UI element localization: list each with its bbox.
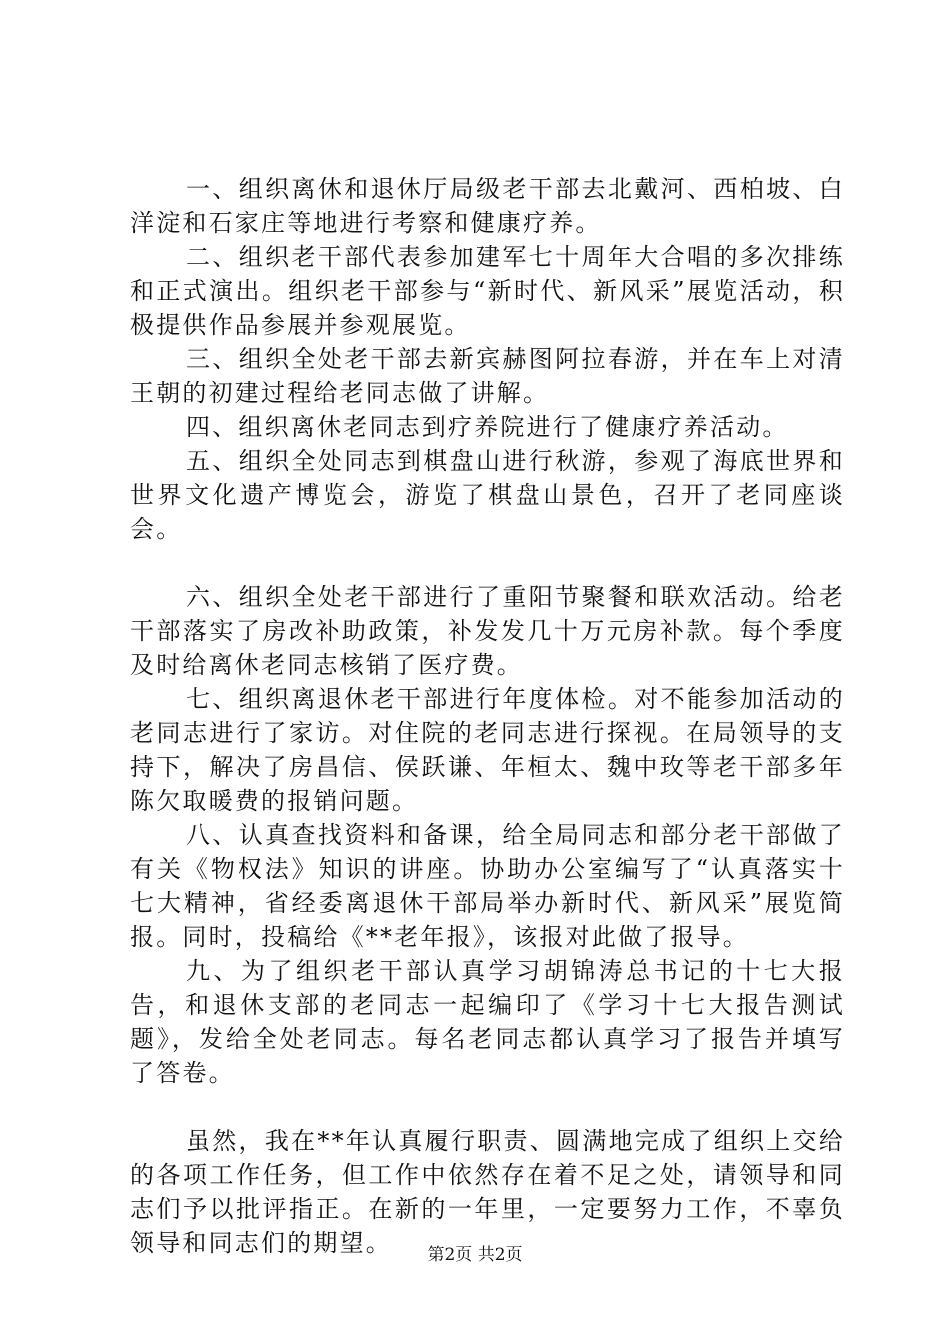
paragraph-gap (130, 1090, 845, 1124)
paragraph-8: 八、认真查找资料和备课，给全局同志和部分老干部做了有关《物权法》知识的讲座。协助办公室编写了“认真落实十七大精神，省经委离退休干部局举办新时代、新风采”展览简报。同时，投稿给《**老年报》，该报对此做了报导。 (130, 821, 845, 951)
paragraph-2: 二、组织老干部代表参加建军七十周年大合唱的多次排练和正式演出。组织老干部参与“新时代、新风采”展览活动，积极提供作品参展并参观展览。 (130, 243, 845, 339)
paragraph-7: 七、组织离退休老干部进行年度体检。对不能参加活动的老同志进行了家访。对住院的老同志进行探视。在局领导的支持下，解决了房昌信、侯跃谦、年桓太、魏中玫等老干部多年陈欠取暖费的报销问题。 (130, 685, 845, 815)
paragraph-3: 三、组织全处老干部去新宾赫图阿拉春游，并在车上对清王朝的初建过程给老同志做了讲解。 (130, 345, 845, 407)
document-body (130, 172, 845, 1260)
paragraph-1: 一、组织离休和退休厅局级老干部去北戴河、西柏坡、白洋淀和石家庄等地进行考察和健康疗养。 (130, 175, 845, 237)
paragraph-6: 六、组织全处老干部进行了重阳节聚餐和联欢活动。给老干部落实了房改补助政策，补发发几十万元房补款。每个季度及时给离休老同志核销了医疗费。 (130, 583, 845, 679)
paragraph-5: 五、组织全处同志到棋盘山进行秋游，参观了海底世界和世界文化遗产博览会，游览了棋盘山景色，召开了老同座谈会。 (130, 447, 845, 543)
page-number-footer: 第2页 共2页 (427, 1245, 523, 1265)
paragraph-4: 四、组织离休老同志到疗养院进行了健康疗养活动。 (186, 413, 789, 441)
paragraph-10: 虽然，我在**年认真履行职责、圆满地完成了组织上交给的各项工作任务，但工作中依然存在着不足之处，请领导和同志们予以批评指正。在新的一年里，一定要努力工作，不辜负领导和同志们的期望。 (130, 1127, 845, 1257)
paragraph-9: 九、为了组织老干部认真学习胡锦涛总书记的十七大报告，和退休支部的老同志一起编印了《学习十七大报告测试题》，发给全处老同志。每名老同志都认真学习了报告并填写了答卷。 (130, 957, 845, 1087)
paragraph-gap (130, 546, 845, 580)
